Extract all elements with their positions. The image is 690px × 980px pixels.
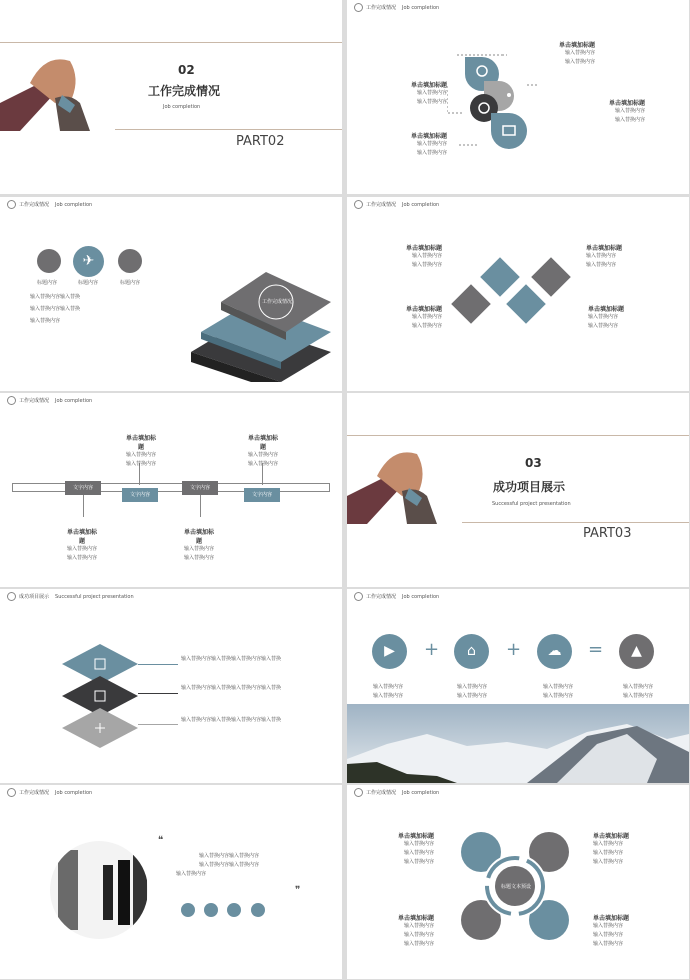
slide-quote[interactable] bbox=[0, 785, 342, 979]
header-circle-icon bbox=[7, 592, 16, 601]
slide-header: 工作完成情况 Job completion bbox=[354, 200, 439, 209]
bank-icon: ⌂ bbox=[454, 634, 489, 669]
timeline-block-3: 单击填加标题 输入替换内容 输入替换内容 bbox=[66, 529, 97, 561]
timeline-block-1: 单击填加标题 输入替换内容 输入替换内容 bbox=[125, 435, 156, 467]
layer-text-3: 输入替换内容输入替换输入替换内容输入替换 bbox=[181, 717, 282, 723]
mountain-photo bbox=[347, 704, 689, 783]
slide-timeline[interactable] bbox=[0, 393, 342, 587]
handshake-photo bbox=[347, 436, 462, 524]
cover-band bbox=[347, 435, 689, 523]
block-left-bottom: 单击填加标题 输入替换内容 输入替换内容 bbox=[410, 133, 447, 156]
timeline-tag-4: 文字内容 bbox=[244, 488, 280, 502]
header-circle-icon bbox=[7, 396, 16, 405]
timeline-tag-1: 文字内容 bbox=[65, 481, 101, 495]
header-circle-icon bbox=[354, 200, 363, 209]
quote-line-2: 输入替换内容输入替换内容 bbox=[199, 862, 260, 868]
quote-line-3: 输入替换内容 bbox=[176, 871, 207, 877]
slide-cycle[interactable] bbox=[347, 785, 689, 979]
diamond-document bbox=[480, 257, 520, 297]
header-circle-icon bbox=[354, 3, 363, 12]
timeline-block-4: 单击填加标题 输入替换内容 输入替换内容 bbox=[183, 529, 214, 561]
desc-line-2: 输入替换内容输入替换 bbox=[30, 306, 81, 312]
icon-label-1: 标题内容 bbox=[37, 280, 58, 286]
cycle-block-tl: 单击填加标题 输入替换内容 输入替换内容 输入替换内容 bbox=[397, 833, 434, 865]
close-quote-icon: ❞ bbox=[295, 885, 301, 896]
plus-sign-1: + bbox=[424, 639, 440, 660]
bubble-diagram bbox=[447, 45, 537, 155]
gears-icon bbox=[37, 249, 61, 273]
block-br: 单击填加标题 输入替换内容 输入替换内容 bbox=[588, 306, 625, 329]
play-icon: ▶ bbox=[372, 634, 407, 669]
header-circle-icon bbox=[7, 788, 16, 797]
section-title: 工作完成情况 bbox=[148, 84, 221, 98]
leader-line-1 bbox=[138, 664, 178, 665]
diamond-target bbox=[451, 284, 491, 324]
equals-sign: = bbox=[588, 639, 604, 660]
connector-down-1 bbox=[83, 495, 84, 517]
slide-diamonds[interactable] bbox=[347, 197, 689, 391]
cover-band bbox=[0, 42, 342, 130]
gallery-photo bbox=[48, 840, 150, 940]
book-label: 工作完成情况 bbox=[262, 299, 293, 305]
timeline-bar bbox=[12, 483, 330, 492]
cycle-block-bl: 单击填加标题 输入替换内容 输入替换内容 输入替换内容 bbox=[397, 915, 434, 947]
equation-item-1: 输入替换内容 输入替换内容 bbox=[373, 684, 404, 699]
cycle-block-br: 单击填加标题 输入替换内容 输入替换内容 输入替换内容 bbox=[593, 915, 630, 947]
slide-header: 工作完成情况 Job completion bbox=[354, 3, 439, 12]
slide-books[interactable] bbox=[0, 197, 342, 391]
cycle-center-label: 标题文本预设 bbox=[501, 884, 532, 890]
slide-bubble-diagram[interactable] bbox=[347, 0, 689, 194]
timeline-block-2: 单击填加标题 输入替换内容 输入替换内容 bbox=[247, 435, 278, 467]
layer-text-1: 输入替换内容输入替换输入替换内容输入替换 bbox=[181, 656, 282, 662]
block-tl: 单击填加标题 输入替换内容 输入替换内容 bbox=[405, 245, 442, 268]
user-icon bbox=[181, 903, 195, 917]
block-right: 单击填加标题 输入替换内容 输入替换内容 bbox=[608, 100, 645, 123]
handshake-photo bbox=[0, 43, 115, 131]
icon-label-3: 标题内容 bbox=[120, 280, 141, 286]
section-subtitle: Job completion bbox=[163, 104, 201, 110]
section-subtitle: Successful project presentation bbox=[492, 501, 571, 507]
part-label: PART03 bbox=[583, 526, 632, 541]
slide-header: 工作完成情况 Job completion bbox=[354, 592, 439, 601]
slide-equation[interactable] bbox=[347, 589, 689, 783]
block-top-right: 单击填加标题 输入替换内容 输入替换内容 bbox=[558, 42, 595, 65]
equation-item-2: 输入替换内容 输入替换内容 bbox=[457, 684, 488, 699]
equation-item-3: 输入替换内容 输入替换内容 bbox=[543, 684, 574, 699]
diamond-phone bbox=[531, 257, 571, 297]
airplane-icon: ✈ bbox=[73, 246, 104, 277]
leader-line-3 bbox=[138, 724, 178, 725]
section-number: 03 bbox=[525, 456, 542, 470]
hand-icon bbox=[227, 903, 241, 917]
book-stack-illustration bbox=[186, 247, 336, 382]
layer-text-2: 输入替换内容输入替换输入替换内容输入替换 bbox=[181, 685, 282, 691]
slide-part03-cover[interactable] bbox=[347, 393, 689, 587]
quote-line-1: 输入替换内容输入替换内容 bbox=[199, 853, 260, 859]
desc-line-1: 输入替换内容输入替换 bbox=[30, 294, 81, 300]
block-bl: 单击填加标题 输入替换内容 输入替换内容 bbox=[405, 306, 442, 329]
header-circle-icon bbox=[354, 788, 363, 797]
slide-layer-diamonds[interactable] bbox=[0, 589, 342, 783]
leader-line-2 bbox=[138, 693, 178, 694]
open-quote-icon: ❝ bbox=[158, 835, 164, 846]
block-tr: 单击填加标题 输入替换内容 输入替换内容 bbox=[586, 245, 623, 268]
timeline-tag-3: 文字内容 bbox=[182, 481, 218, 495]
section-title: 成功项目展示 bbox=[493, 480, 566, 494]
slide-header: 工作完成情况 Job completion bbox=[7, 788, 92, 797]
connector-down-2 bbox=[200, 495, 201, 517]
equation-item-4: 输入替换内容 输入替换内容 bbox=[623, 684, 654, 699]
graduation-cap-icon: ▲ bbox=[619, 634, 654, 669]
plus-sign-2: + bbox=[506, 639, 522, 660]
speedometer-icon bbox=[118, 249, 142, 273]
cycle-block-tr: 单击填加标题 输入替换内容 输入替换内容 输入替换内容 bbox=[593, 833, 630, 865]
timeline-tag-2: 文字内容 bbox=[122, 488, 158, 502]
layer-diamond-stack bbox=[60, 644, 140, 749]
block-left-top: 单击填加标题 输入替换内容 输入替换内容 bbox=[410, 82, 447, 105]
header-circle-icon bbox=[354, 592, 363, 601]
cloud-upload-icon: ☁ bbox=[537, 634, 572, 669]
diamond-umbrella bbox=[506, 284, 546, 324]
settings-icon bbox=[251, 903, 265, 917]
section-number: 02 bbox=[178, 63, 195, 77]
slide-part02-cover[interactable] bbox=[0, 0, 342, 194]
slide-header: 工作完成情况 Job completion bbox=[7, 200, 92, 209]
icon-label-2: 标题内容 bbox=[78, 280, 99, 286]
slide-header: 工作完成情况 Job completion bbox=[354, 788, 439, 797]
image-icon bbox=[204, 903, 218, 917]
slide-header: 成功项目展示 Successful project presentation bbox=[7, 592, 134, 601]
header-circle-icon bbox=[7, 200, 16, 209]
slide-header: 工作完成情况 Job completion bbox=[7, 396, 92, 405]
part-label: PART02 bbox=[236, 134, 285, 149]
desc-line-3: 输入替换内容 bbox=[30, 318, 61, 324]
